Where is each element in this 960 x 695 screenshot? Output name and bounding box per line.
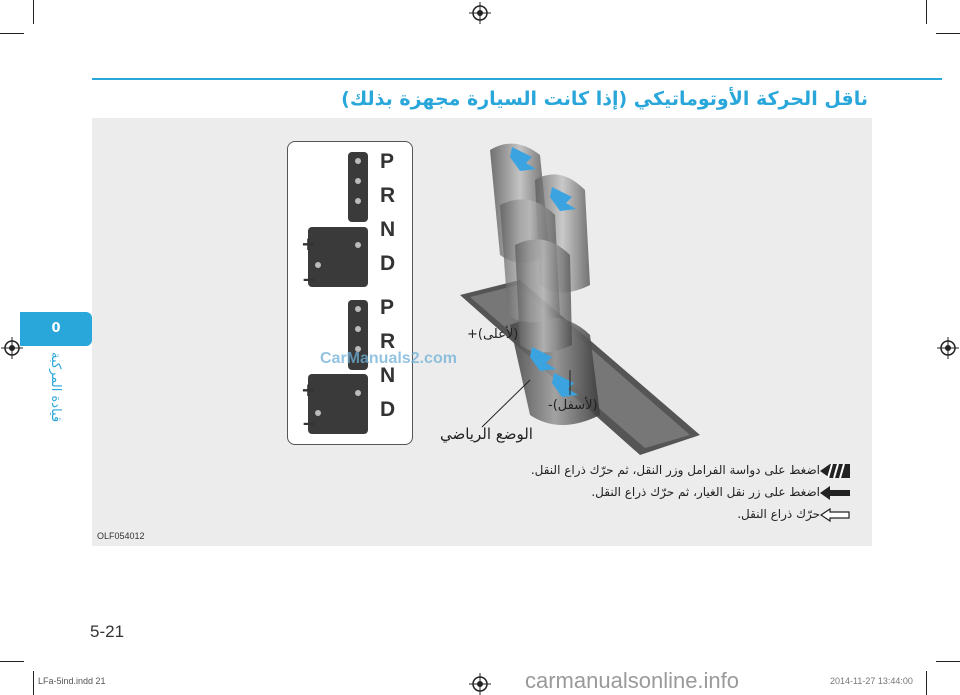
gate-letter-d: D [380,252,396,275]
callout-plus: (لأعلى)+ [467,327,519,342]
gate-dot [355,158,361,164]
crop-mark [33,671,34,695]
gate-letter-p: P [380,296,395,319]
footer-date: 2014-11-27 13:44:00 [830,676,913,686]
chapter-label: قيادة المركبة [48,352,63,423]
gate-dot [315,410,321,416]
header-rule [92,78,942,80]
gate-letter-n: N [380,364,396,387]
callout-minus: (لأسفل)- [548,398,598,413]
gate-dot [355,178,361,184]
gate-dot [355,326,361,332]
crop-mark [33,0,34,24]
legend-text-move: حرّك ذراع النقل. [737,507,820,521]
plus-sign: + [302,232,315,257]
legend-text-brake: اضغط على دواسة الفرامل وزر النقل، ثم حرّك ذراع النقل. [530,463,820,477]
watermark-bottom: carmanualsonline.info [525,668,740,693]
crop-mark [926,671,927,695]
chapter-tab: 0 [20,312,92,346]
gate-letter-d: D [380,398,396,421]
gate-letter-r: R [380,330,396,353]
solid-arrow-icon [820,486,850,500]
minus-sign: – [303,266,316,291]
striped-arrow-icon [820,464,850,478]
gate-dot [315,262,321,268]
legend-text-shift-button: اضغط على زر نقل الغيار، ثم حرّك ذراع النقل. [591,485,820,499]
crop-mark [936,661,960,662]
gate-letter-r: R [380,184,396,207]
outline-arrow-icon [820,508,850,522]
callout-sport-mode: الوضع الرياضي [440,425,533,443]
gate-dot [355,390,361,396]
crop-mark [0,661,24,662]
gate-letter-p: P [380,150,395,173]
page-number: 5-21 [90,622,125,641]
crop-mark [0,33,24,34]
shift-gate-panel [287,141,413,445]
minus-sign: – [303,410,316,435]
lower-gate-slot [308,374,368,434]
section-heading: ناقل الحركة الأوتوماتيكي (إذا كانت السيارة مجهزة بذلك) [341,88,868,110]
gate-dot [355,306,361,312]
registration-mark-icon [469,2,491,24]
footer-file: LFa-5ind.indd 21 [38,676,106,686]
crop-mark [926,0,927,24]
registration-mark-icon [937,337,959,359]
plus-sign: + [302,378,315,403]
figure-code: OLF054012 [97,531,145,541]
registration-mark-icon [469,673,491,695]
upper-gate-slot [308,227,368,287]
gate-dot [355,242,361,248]
crop-mark [936,33,960,34]
gate-dot [355,198,361,204]
watermark-center: CarManuals2.com [320,350,457,367]
gate-letter-n: N [380,218,396,241]
